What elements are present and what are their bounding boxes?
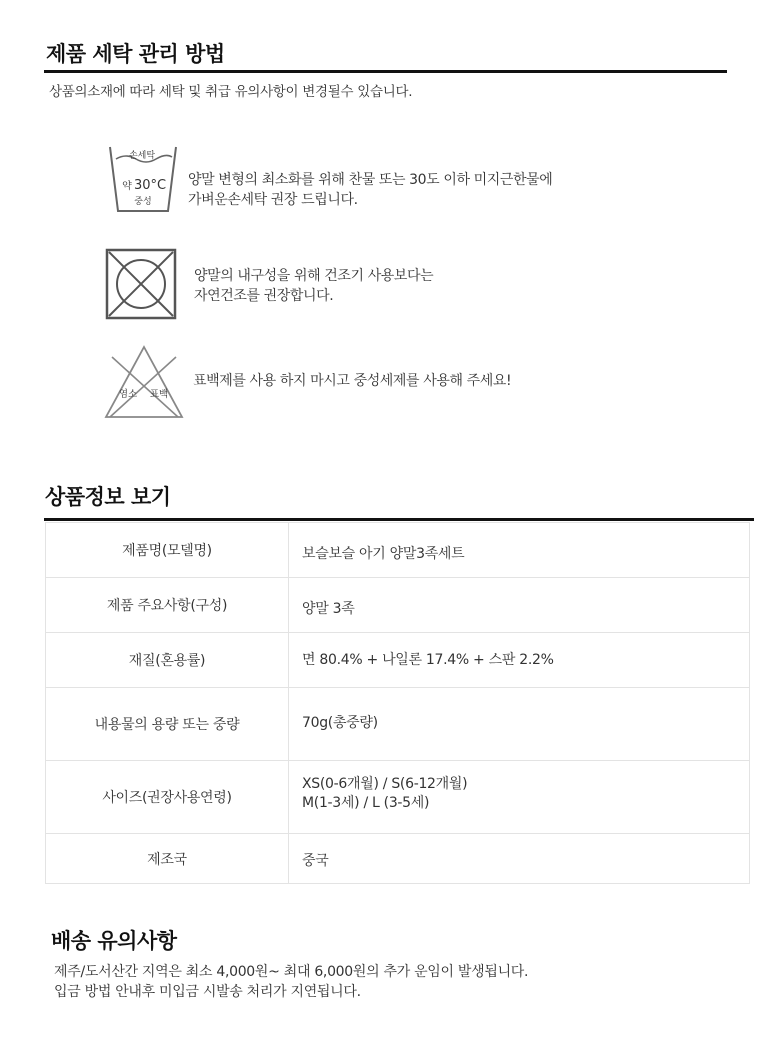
care-notice: 상품의소재에 따라 세탁 및 취급 유의사항이 변경될수 있습니다. xyxy=(49,84,413,100)
row-value-line: M(1-3세) / L (3-5세) xyxy=(302,795,430,811)
row-value-line: 70g(총중량) xyxy=(302,715,378,731)
hand-wash-detergent: 중성 xyxy=(134,197,152,207)
shipping-title: 배송 유의사항 xyxy=(51,929,177,953)
care-text-bleach xyxy=(193,371,511,391)
product-info-title: 상품정보 보기 xyxy=(45,485,171,509)
table-row xyxy=(46,688,750,761)
row-value-line: 보슬보슬 아기 양말3족세트 xyxy=(302,546,465,562)
care-text-line: 양말 변형의 최소화를 위해 찬물 또는 30도 이하 미지근한물에 xyxy=(188,172,553,188)
care-title: 제품 세탁 관리 방법 xyxy=(46,42,225,66)
care-text-line: 표백제를 사용 하지 마시고 중성세제를 사용해 주세요! xyxy=(193,373,512,389)
row-value-line: 면 80.4% + 나일론 17.4% + 스판 2.2% xyxy=(302,652,554,668)
shipping-line: 입금 방법 안내후 미입금 시발송 처리가 지연됩니다. xyxy=(54,984,361,1000)
hand-wash-label: 손세탁 xyxy=(128,151,156,161)
row-value-line: 중국 xyxy=(302,853,329,869)
hand-wash-icon xyxy=(106,145,178,217)
row-label: 제품명(모델명) xyxy=(46,523,289,578)
no-bleach-icon xyxy=(104,345,184,419)
care-text-line: 자연건조를 권장합니다. xyxy=(194,288,334,304)
row-label: 제품 주요사항(구성) xyxy=(46,578,289,633)
row-value xyxy=(289,688,750,761)
hand-wash-strength: 약 xyxy=(122,181,132,192)
shipping-line: 제주/도서산간 지역은 최소 4,000원~ 최대 6,000원의 추가 운임이 발생됩니다. xyxy=(54,964,529,980)
table-row xyxy=(46,523,750,578)
care-text-line: 가벼운손세탁 권장 드립니다. xyxy=(188,192,358,208)
row-value xyxy=(289,834,750,884)
row-label: 내용물의 용량 또는 중량 xyxy=(46,688,289,761)
care-text-dry xyxy=(194,266,433,306)
no-bleach-label-bleach: 표백 xyxy=(149,389,169,400)
row-label: 재질(혼용률) xyxy=(46,633,289,688)
row-value-line: XS(0-6개월) / S(6-12개월) xyxy=(302,776,468,792)
product-info-table xyxy=(45,522,750,884)
row-label: 사이즈(권장사용연령) xyxy=(46,761,289,834)
care-text-line: 양말의 내구성을 위해 건조기 사용보다는 xyxy=(194,268,434,284)
product-info-divider xyxy=(44,518,754,521)
row-value-line: 양말 3족 xyxy=(302,601,355,617)
row-value xyxy=(289,578,750,633)
row-value xyxy=(289,761,750,834)
hand-wash-temp: 30°C xyxy=(133,178,167,193)
row-value xyxy=(289,633,750,688)
care-text-hand-wash xyxy=(188,170,552,210)
table-row xyxy=(46,761,750,834)
care-title-divider xyxy=(44,70,727,73)
row-label: 제조국 xyxy=(46,834,289,884)
row-value xyxy=(289,523,750,578)
shipping-notes xyxy=(54,962,528,1002)
table-row xyxy=(46,633,750,688)
no-bleach-label-chlorine: 염소 xyxy=(118,389,138,400)
table-row xyxy=(46,834,750,884)
table-row xyxy=(46,578,750,633)
no-tumble-dry-icon xyxy=(105,248,177,320)
